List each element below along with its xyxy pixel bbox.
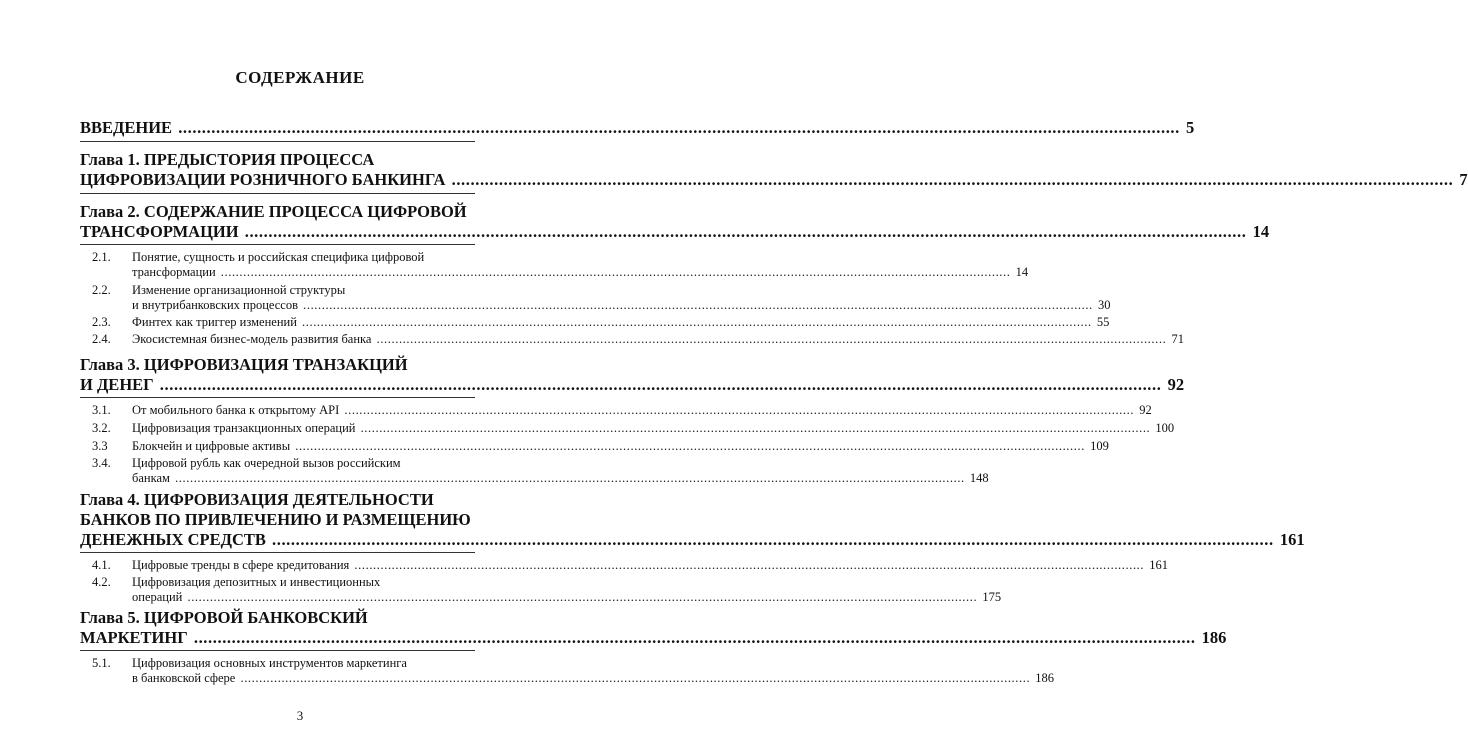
dot-leader (240, 671, 1030, 685)
dot-leader (194, 628, 1196, 647)
section-number: 3.3 (92, 439, 108, 453)
section-page: 100 (1155, 421, 1175, 435)
section-number: 3.4. (92, 456, 111, 470)
dot-leader (175, 471, 965, 485)
divider (80, 397, 475, 398)
dot-leader (272, 530, 1274, 549)
divider (80, 193, 475, 194)
chapter-title-line: МАРКЕТИНГ (80, 628, 188, 647)
dot-leader (361, 421, 1151, 435)
section-page: 109 (1090, 439, 1109, 453)
divider (80, 244, 475, 245)
toc-intro (80, 118, 1195, 138)
chapter-title-line: Глава 1. ПРЕДЫСТОРИЯ ПРОЦЕССА (80, 150, 375, 169)
section-title-line: От мобильного банка к открытому API (132, 403, 340, 417)
section-title-line: в банковской сфере (132, 671, 236, 685)
section-number: 2.2. (92, 283, 111, 297)
section-title-line: Блокчейн и цифровые активы (132, 439, 291, 453)
divider (80, 141, 475, 142)
toc-section-2-1 (92, 250, 1029, 280)
chapter-page: 161 (1279, 530, 1305, 549)
page-title: СОДЕРЖАНИЕ (235, 68, 365, 87)
chapter-title-line: Глава 5. ЦИФРОВОЙ БАНКОВСКИЙ (80, 608, 368, 627)
section-page: 161 (1149, 558, 1168, 572)
dot-leader (302, 315, 1092, 329)
chapter-page: 186 (1201, 628, 1227, 647)
dot-leader (303, 298, 1093, 312)
section-number: 5.1. (92, 656, 111, 670)
page-number: 3 (296, 708, 304, 723)
section-title-line: Цифровизация депозитных и инвестиционных (132, 575, 381, 589)
toc-section-2-2 (92, 283, 1111, 313)
toc-chapter-3 (80, 355, 1185, 395)
section-number: 2.1. (92, 250, 111, 264)
section-title-line: Финтех как триггер изменений (132, 315, 297, 329)
chapter-title-line: ДЕНЕЖНЫХ СРЕДСТВ (80, 530, 266, 549)
section-page: 175 (982, 590, 1002, 604)
section-page: 71 (1171, 332, 1184, 346)
toc-section-5-1 (92, 656, 1055, 686)
toc-section-4-2 (92, 575, 1002, 605)
chapter-title-line: Глава 4. ЦИФРОВИЗАЦИЯ ДЕЯТЕЛЬНОСТИ (80, 490, 434, 509)
section-page: 55 (1096, 315, 1110, 329)
toc-chapter-5 (80, 608, 1227, 648)
section-page: 148 (969, 471, 989, 485)
section-title-line: Цифровизация транзакционных операций (132, 421, 356, 435)
section-number: 3.2. (92, 421, 111, 435)
section-title-line: Цифровизация основных инструментов маркетинга (132, 656, 407, 670)
dot-leader (245, 222, 1247, 241)
chapter-title-line: Глава 2. СОДЕРЖАНИЕ ПРОЦЕССА ЦИФРОВОЙ (80, 202, 467, 221)
toc-section-3-3 (92, 439, 1109, 454)
chapter-title-line: ТРАНСФОРМАЦИИ (80, 222, 239, 241)
chapter-title-line: ЦИФРОВИЗАЦИИ РОЗНИЧНОГО БАНКИНГА (80, 170, 446, 189)
toc-section-2-3 (92, 315, 1110, 330)
toc-section-3-4 (92, 456, 989, 486)
dot-leader (221, 265, 1011, 279)
dot-leader (377, 332, 1167, 346)
section-number: 2.4. (92, 332, 111, 346)
section-title-line: Цифровые тренды в сфере кредитования (132, 558, 350, 572)
section-title-line: Экосистемная бизнес-модель развития банка (132, 332, 372, 346)
toc-section-3-2 (92, 421, 1175, 436)
dot-leader (452, 170, 1454, 189)
chapter-title-line: Глава 3. ЦИФРОВИЗАЦИЯ ТРАНЗАКЦИЙ (80, 355, 408, 374)
chapter-page: 14 (1252, 222, 1270, 241)
section-title-line: банкам (132, 471, 170, 485)
section-number: 3.1. (92, 403, 111, 417)
section-title-line: трансформации (132, 265, 216, 279)
section-title-line: операций (132, 590, 183, 604)
chapter-title-line: БАНКОВ ПО ПРИВЛЕЧЕНИЮ И РАЗМЕЩЕНИЮ (80, 510, 471, 529)
section-page: 92 (1139, 403, 1152, 417)
intro-label: ВВЕДЕНИЕ (80, 118, 173, 137)
toc-section-2-4 (92, 332, 1184, 347)
chapter-page: 92 (1167, 375, 1185, 394)
section-title-line: и внутрибанковских процессов (132, 298, 298, 312)
toc-chapter-2 (80, 202, 1270, 242)
section-title-line: Понятие, сущность и российская специфика цифровой (132, 250, 425, 264)
section-page: 30 (1097, 298, 1111, 312)
toc-section-4-1 (92, 558, 1168, 573)
dot-leader (295, 439, 1085, 453)
intro-page: 5 (1186, 118, 1195, 137)
toc-chapter-4 (80, 490, 1305, 550)
toc-chapter-1 (80, 150, 1468, 190)
dot-leader (344, 403, 1134, 417)
chapter-page: 7 (1459, 170, 1468, 189)
divider (80, 552, 475, 553)
section-page: 14 (1015, 265, 1029, 279)
divider (80, 650, 475, 651)
chapter-title-line: И ДЕНЕГ (80, 375, 154, 394)
section-title-line: Изменение организационной структуры (132, 283, 346, 297)
toc-section-3-1 (92, 403, 1152, 418)
section-number: 2.3. (92, 315, 111, 329)
section-number: 4.1. (92, 558, 111, 572)
section-title-line: Цифровой рубль как очередной вызов российским (132, 456, 401, 470)
dot-leader (178, 118, 1180, 137)
dot-leader (354, 558, 1144, 572)
section-page: 186 (1035, 671, 1055, 685)
dot-leader (160, 375, 1162, 394)
dot-leader (187, 590, 977, 604)
section-number: 4.2. (92, 575, 111, 589)
